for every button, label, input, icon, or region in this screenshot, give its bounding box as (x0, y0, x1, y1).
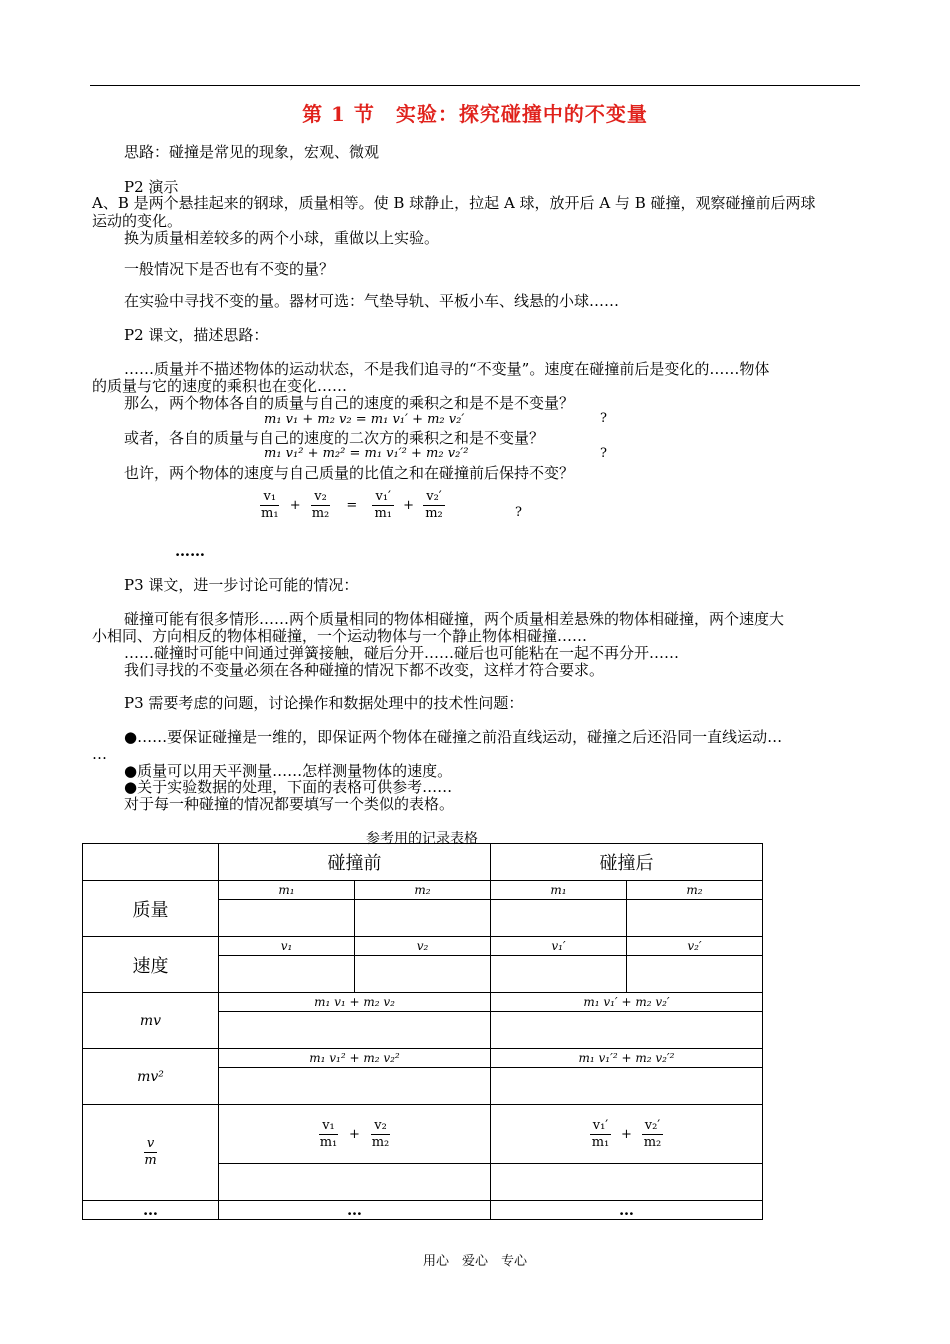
para-p3-heading: P3 课文，进一步讨论可能的情况： (124, 576, 359, 594)
header-before: 碰撞前 (219, 844, 491, 881)
table-caption: 参考用的记录表格 (366, 831, 478, 847)
row-label-speed: 速度 (83, 937, 219, 993)
cell-m1-after-value[interactable] (491, 900, 627, 937)
para-momentum-question: 那么，两个物体各自的质量与自己的速度的乘积之和是不是不变量？ (124, 394, 575, 412)
cell-label-mv2-before: m₁ v₁² + m₂ v₂² (219, 1049, 491, 1068)
cell-more-before: … (219, 1201, 491, 1220)
cell-label-v1: v₁ (219, 937, 355, 956)
table-row (83, 881, 763, 900)
cell-mv2-before-value[interactable] (219, 1068, 491, 1105)
bullet-one-dimensional: ●……要保证碰撞是一维的，即保证两个物体在碰撞之前沿直线运动，碰撞之后还沿同一直线运动… (124, 728, 783, 746)
cell-label-v1p: v₁′ (491, 937, 627, 956)
bullet-mass-measure: ●质量可以用天平测量……怎样测量物体的速度。 (124, 762, 453, 780)
table-row (83, 993, 763, 1012)
equation-momentum-question: ? (600, 411, 607, 426)
row-label-mv: mv (83, 993, 219, 1049)
table-row (83, 844, 763, 881)
cell-m1-before-value[interactable] (219, 900, 355, 937)
para-p3-issues: P3 需要考虑的问题，讨论操作和数据处理中的技术性问题： (124, 694, 524, 712)
fraction-v1p-m1: $\frac{\text{v₁′}}{\text{m₁}}$ (374, 489, 393, 521)
cell-label-m1-before: m₁ (219, 881, 355, 900)
para-cases-line1: 碰撞可能有很多情形……两个质量相同的物体相碰撞，两个质量相差悬殊的物体相碰撞，两个速度大 (124, 610, 785, 628)
fraction-v1-m1: $\frac{\text{v₁}}{\text{m₁}}$ (261, 489, 279, 521)
equation-momentum: m₁ v₁ + m₂ v₂ = m₁ v₁′ + m₂ v₂′ (264, 412, 465, 427)
para-ratio-question: 也许，两个物体的速度与自己质量的比值之和在碰撞前后保持不变？ (124, 464, 575, 482)
para-cases-line2: 小相同、方向相反的物体相碰撞，一个运动物体与一个静止物体相碰撞…… (92, 627, 588, 645)
para-demo-repeat: 换为质量相差较多的两个小球，重做以上实验。 (124, 229, 440, 247)
cell-m2-after-value[interactable] (627, 900, 763, 937)
cell-v2-value[interactable] (355, 956, 491, 993)
cell-ratio-before-value[interactable] (219, 1164, 491, 1201)
cell-label-m2-before: m₂ (355, 881, 491, 900)
para-idea: 思路：碰撞是常见的现象，宏观、微观 (124, 143, 380, 161)
fraction-v2-m2: $\frac{\text{v₂}}{\text{m₂}}$ (311, 489, 330, 521)
cell-label-ratio-after: $\frac{\text{v₁′}}{\text{m₁}}$ + $\frac{\text{v₂′}}{\text{m₂}}$ (491, 1105, 763, 1164)
cell-mv-after-value[interactable] (491, 1012, 763, 1049)
para-ellipsis: …… (175, 542, 205, 560)
para-mass-line2: 的质量与它的速度的乘积也在变化…… (92, 377, 348, 395)
cell-m2-before-value[interactable] (355, 900, 491, 937)
para-mass-line1: ……质量并不描述物体的运动状态，不是我们追寻的“不变量”。速度在碰撞前后是变化的……物体 (124, 360, 770, 378)
page-footer: 用心 爱心 专心 (422, 1254, 527, 1269)
equation-ratio-question: ? (515, 505, 522, 520)
row-label-more: … (83, 1201, 219, 1220)
cell-mv2-after-value[interactable] (491, 1068, 763, 1105)
equation-ratio: $\frac{\text{v₁}}{\text{m₁}}$ + $\frac{\text{v₂}}{\text{m₂}}$ = $\frac{\text{v₁′}}{\text{m₁}}$ + $\frac{\text{v₂′}}{\text{m₂}}$ (258, 490, 446, 521)
row-label-v-over-m: $\frac{v}{m}$ (83, 1105, 219, 1201)
equation-energy: m₁ v₁² + m₂² = m₁ v₁′² + m₂ v₂′² (264, 446, 469, 461)
row-label-mass: 质量 (83, 881, 219, 937)
table-row (83, 1201, 763, 1220)
cell-label-mv-after: m₁ v₁′ + m₂ v₂′ (491, 993, 763, 1012)
record-table (82, 843, 763, 1220)
para-demo-line1: A、B 是两个悬挂起来的钢球，质量相等。使 B 球静止，拉起 A 球，放开后 A 与 B 碰撞，观察碰撞前后两球 (92, 194, 816, 212)
row-label-mv2: mv² (83, 1049, 219, 1105)
equation-energy-question: ? (600, 446, 607, 461)
cell-label-mv-before: m₁ v₁ + m₂ v₂ (219, 993, 491, 1012)
cell-v1-value[interactable] (219, 956, 355, 993)
header-after: 碰撞后 (491, 844, 763, 881)
cell-label-v2: v₂ (355, 937, 491, 956)
bullet-one-dimensional-cont: … (92, 745, 107, 763)
para-energy-question: 或者，各自的质量与自己的速度的二次方的乘积之和是不变量？ (124, 429, 545, 447)
para-invariant: 我们寻找的不变量必须在各种碰撞的情况下都不改变，这样才符合要求。 (124, 661, 605, 679)
para-demo-line2: 运动的变化。 (92, 212, 183, 230)
cell-label-m1-after: m₁ (491, 881, 627, 900)
cell-label-mv2-after: m₁ v₁′² + m₂ v₂′² (491, 1049, 763, 1068)
cell-label-m2-after: m₂ (627, 881, 763, 900)
para-text-heading: P2 课文，描述思路： (124, 326, 269, 344)
para-spring: ……碰撞时可能中间通过弹簧接触，碰后分开……碰后也可能粘在一起不再分开…… (124, 644, 680, 662)
cell-v1p-value[interactable] (491, 956, 627, 993)
cell-label-v2p: v₂′ (627, 937, 763, 956)
table-corner-cell (83, 844, 219, 881)
table-row (83, 1105, 763, 1164)
cell-more-after: … (491, 1201, 763, 1220)
para-demo-heading: P2 演示 (124, 178, 179, 196)
header-rule (90, 85, 860, 86)
cell-ratio-after-value[interactable] (491, 1164, 763, 1201)
cell-label-ratio-before: $\frac{\text{v₁}}{\text{m₁}}$ + $\frac{\text{v₂}}{\text{m₂}}$ (219, 1105, 491, 1164)
para-question: 一般情况下是否也有不变的量？ (124, 260, 335, 278)
cell-v2p-value[interactable] (627, 956, 763, 993)
bullet-data-processing: ●关于实验数据的处理，下面的表格可供参考…… (124, 778, 453, 796)
page-title: 第 1 节 实验：探究碰撞中的不变量 (302, 102, 648, 126)
fraction-v2p-m2: $\frac{\text{v₂′}}{\text{m₂}}$ (425, 489, 443, 521)
para-equipment: 在实验中寻找不变的量。器材可选：气垫导轨、平板小车、线悬的小球…… (124, 292, 620, 310)
table-row (83, 1049, 763, 1068)
para-each-case: 对于每一种碰撞的情况都要填写一个类似的表格。 (124, 795, 455, 813)
table-row (83, 937, 763, 956)
cell-mv-before-value[interactable] (219, 1012, 491, 1049)
